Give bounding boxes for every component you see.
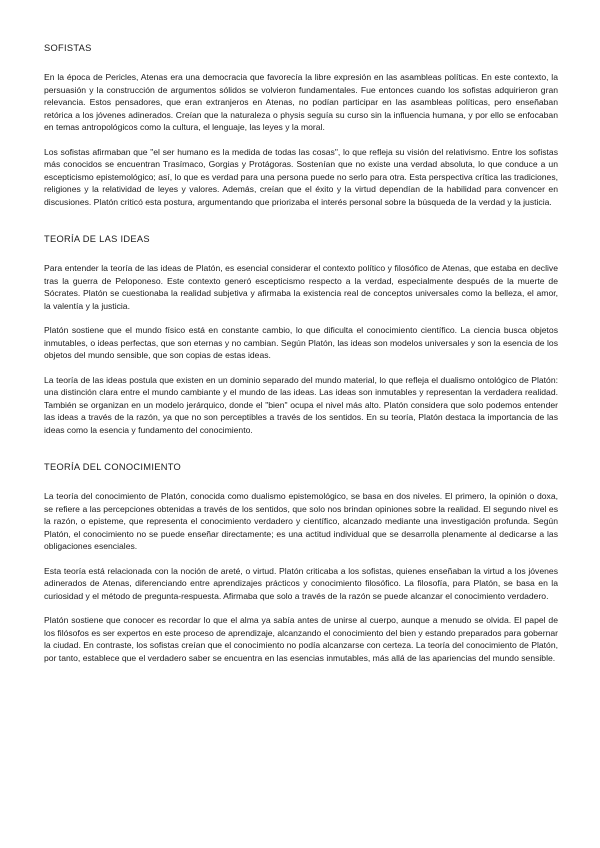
section-heading: TEORÍA DEL CONOCIMIENTO bbox=[44, 462, 182, 472]
paragraph: Para entender la teoría de las ideas de Platón, es esencial considerar el contexto político y filosófico de Atenas, que estaba en declive tras la guerra de Peloponeso. Este contexto generó escepticismo respecto a la verdad, especialmente después de la muerte de Sócrates. Platón se cuestionaba la realidad subjetiva y afirmaba la existencia real de conceptos universales como la belleza, el amor, la valentía y la justicia. bbox=[44, 263, 558, 311]
paragraph: Esta teoría está relacionada con la noción de areté, o virtud. Platón criticaba a los sofistas, quienes enseñaban la virtud a los jóvenes adinerados de Atenas, diferenciando entre aprendizajes prácticos y conocimiento filosófico. La filosofía, para Platón, se basa en la curiosidad y el método de pregunta-respuesta. Afirmaba que solo a través de la razón se puede alcanzar el conocimiento verdadero. bbox=[44, 565, 558, 601]
section-teoria-de-las-ideas bbox=[44, 233, 558, 436]
paragraph: La teoría del conocimiento de Platón, conocida como dualismo epistemológico, se basa en dos niveles. El primero, la opinión o doxa, se refiere a las percepciones obtenidas a través de los sentidos, que solo nos brindan opiniones sobre la realidad. El segundo nivel es la razón, o episteme, que representa el conocimiento verdadero y científico, alcanzado mediante una investigación profunda. Según Platón, el conocimiento no se puede enseñar directamente; es una actitud individual que se desarrolla plenamente al dedicarse a las obligaciones esenciales. bbox=[44, 491, 558, 551]
paragraph: La teoría de las ideas postula que existen en un dominio separado del mundo material, lo que refleja el dualismo ontológico de Platón: una distinción clara entre el mundo cambiante y el mundo de las ideas. Las ideas son inmutables y representan la verdadera realidad. También se organizan en un modelo jerárquico, donde el "bien" ocupa el nivel más alto. Platón considera que solo podemos entender las ideas a través de la razón, ya que no son perceptibles a través de los sentidos. En su teoría, Platón destaca la importancia de las ideas como la esencia y fundamento del conocimiento. bbox=[44, 374, 558, 435]
section-teoria-del-conocimiento bbox=[44, 461, 558, 664]
paragraph: En la época de Pericles, Atenas era una democracia que favorecía la libre expresión en las asambleas políticas. En este contexto, la persuasión y la construcción de argumentos sólidos se volvieron fundamentales. Fue entonces cuando los sofistas adquirieron gran relevancia. Estos pensadores, que eran extranjeros en Atenas, no podían participar en las asambleas políticas, pero enseñaban retórica a los jóvenes adinerados. Creían que la naturaleza o physis seguía su curso sin la influencia humana, y por ello se enfocaban en temas antropológicos como la cultura, el lenguaje, las leyes y la moral. bbox=[44, 72, 558, 132]
paragraph: Los sofistas afirmaban que "el ser humano es la medida de todas las cosas", lo que refleja su visión del relativismo. Entre los sofistas más conocidos se encuentran Trasímaco, Gorgias y Protágoras. Sostenían que no existe una verdad absoluta, lo que conduce a un escepticismo epistemológico; así, lo que es verdad para una persona puede no serlo para otra. Esta perspectiva crítica las tradiciones, religiones y la relatividad de leyes y valores. Además, creían que el éxito y la virtud dependían de la habilidad para convencer en discusiones. Platón criticó esta postura, argumentando que priorizaba el interés personal sobre la búsqueda de la verdad y la justicia. bbox=[44, 146, 558, 207]
paragraph: Platón sostiene que conocer es recordar lo que el alma ya sabía antes de unirse al cuerpo, aunque a menudo se olvida. El papel de los filósofos es ser expertos en este proceso de aprendizaje, alcanzando el conocimiento del bien y estando preparados para gobernar la ciudad. En contraste, los sofistas creían que el conocimiento no podía alcanzarse con certeza. La teoría del conocimiento de Platón, por tanto, establece que el verdadero saber se encuentra en las esencias inmutables, más allá de las apariencias del mundo sensible. bbox=[44, 615, 558, 663]
document-body bbox=[44, 42, 558, 676]
paragraph: Platón sostiene que el mundo físico está en constante cambio, lo que dificulta el conocimiento científico. La ciencia busca objetos inmutables, o ideas perfectas, que son eternas y no cambian. Según Platón, las ideas son modelos universales y son la esencia de los objetos del mundo sensible, que son copias de estas ideas. bbox=[44, 325, 558, 360]
section-sofistas bbox=[44, 42, 558, 208]
section-heading: TEORÍA DE LAS IDEAS bbox=[44, 234, 150, 244]
section-heading: SOFISTAS bbox=[44, 43, 92, 53]
